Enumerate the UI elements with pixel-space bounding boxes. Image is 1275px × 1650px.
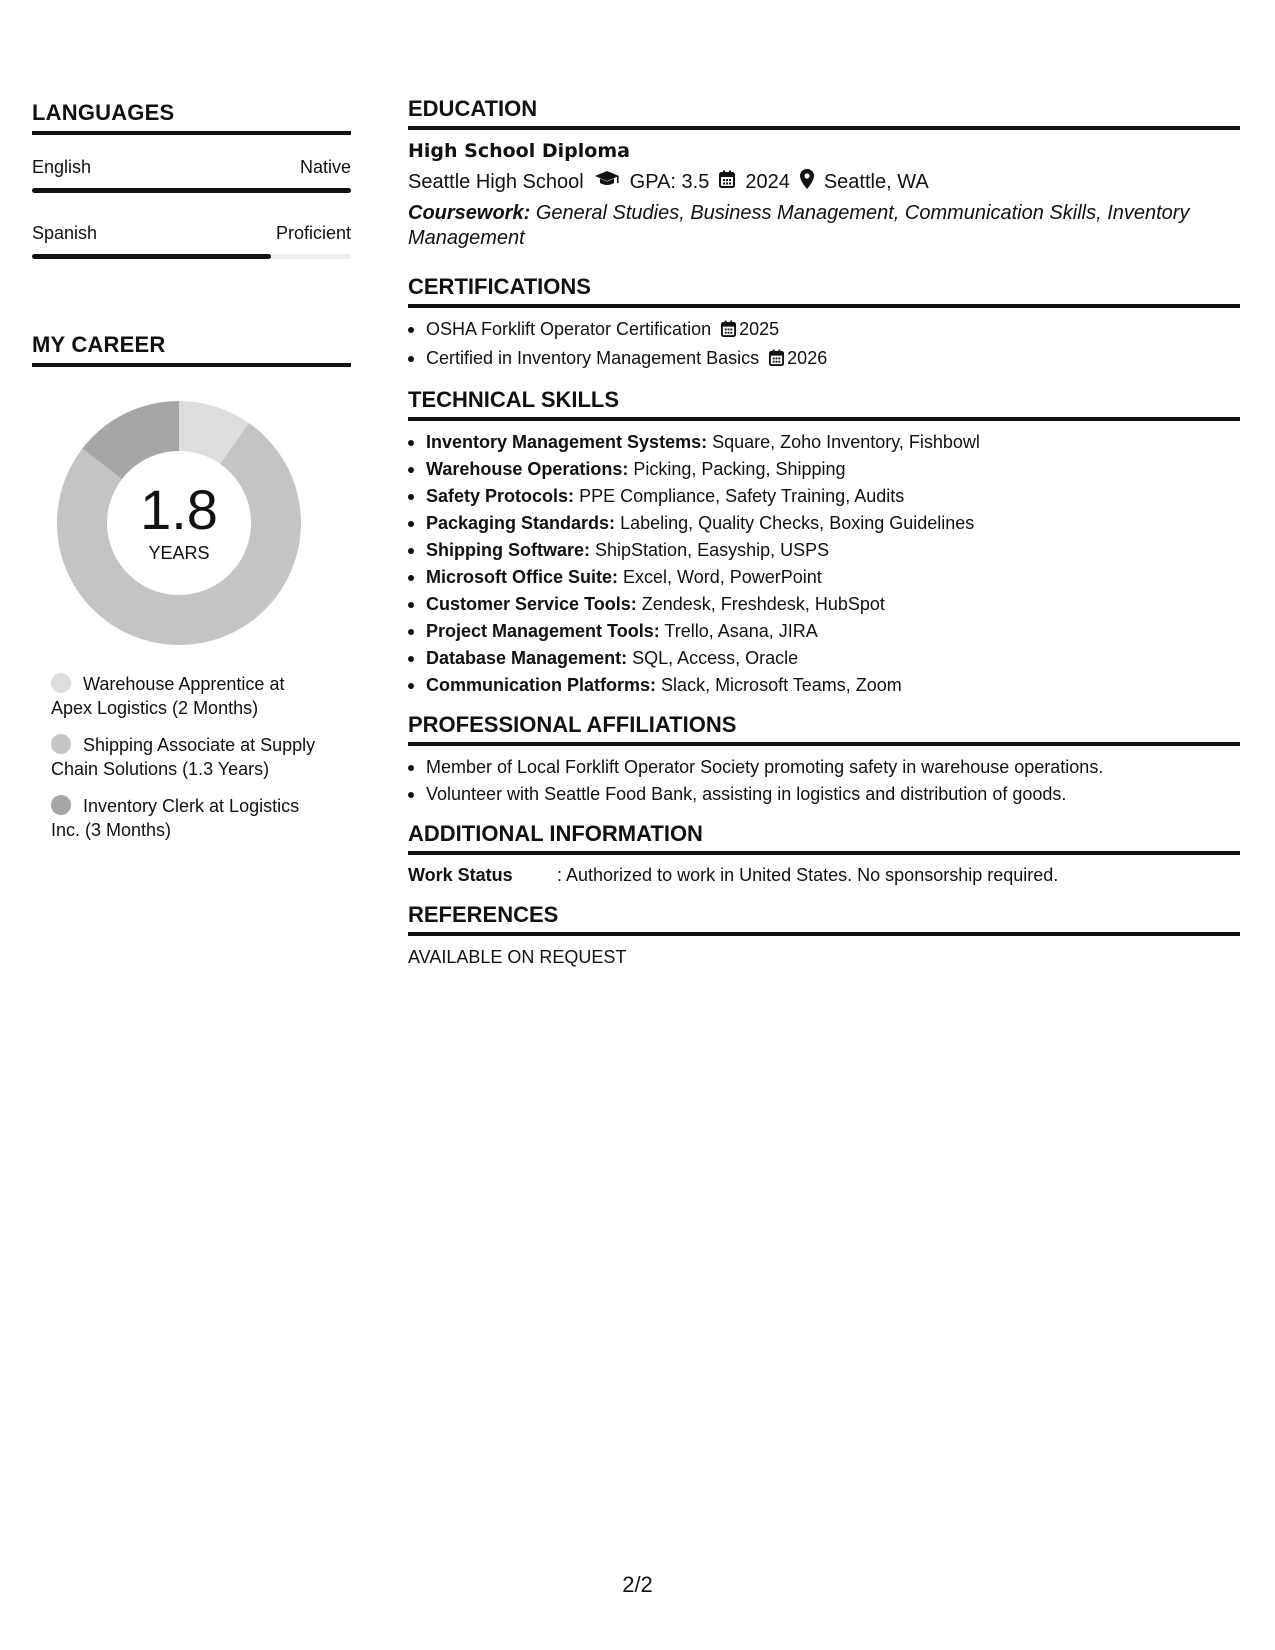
skills-section	[408, 387, 1240, 699]
list-item: Member of Local Forklift Operator Society promoting safety in warehouse operations.	[408, 754, 1240, 781]
section-rule	[408, 932, 1240, 936]
calendar-icon	[769, 347, 784, 374]
career-total-unit: YEARS	[148, 543, 210, 563]
calendar-icon	[721, 318, 736, 345]
skill-label: Shipping Software:	[426, 540, 590, 560]
coursework-label: Coursework:	[408, 202, 531, 224]
language-bar-fill	[32, 254, 271, 259]
donut-center	[56, 400, 302, 646]
list-item	[408, 645, 1240, 672]
education-year: 2024	[745, 170, 790, 193]
list-item	[408, 510, 1240, 537]
skill-label: Packaging Standards:	[426, 513, 616, 533]
language-bar	[32, 254, 351, 259]
work-status-row	[408, 865, 1240, 886]
skill-label: Customer Service Tools:	[426, 594, 637, 614]
affiliations-section	[408, 712, 1240, 808]
skill-label: Communication Platforms:	[426, 675, 657, 695]
certifications-section	[408, 274, 1240, 374]
legend-dot	[51, 734, 71, 754]
skill-value: Picking, Packing, Shipping	[633, 459, 846, 479]
career-section	[32, 332, 351, 842]
skill-label: Warehouse Operations:	[426, 459, 629, 479]
section-rule	[408, 304, 1240, 308]
affiliations-title: PROFESSIONAL AFFILIATIONS	[408, 712, 737, 737]
list-item	[408, 672, 1240, 699]
skills-title: TECHNICAL SKILLS	[408, 387, 620, 412]
section-rule	[408, 126, 1240, 130]
skill-label: Database Management:	[426, 648, 628, 668]
language-bar	[32, 188, 351, 193]
education-section	[408, 96, 1240, 251]
work-status-value: : Authorized to work in United States. No sponsorship required.	[557, 865, 1059, 885]
education-title: EDUCATION	[408, 96, 538, 121]
legend-dot	[51, 673, 71, 693]
section-rule	[32, 363, 351, 367]
section-rule	[408, 742, 1240, 746]
languages-section	[32, 100, 351, 259]
legend-dot	[51, 795, 71, 815]
skill-value: Square, Zoho Inventory, Fishbowl	[712, 432, 980, 452]
education-degree: High School Diploma	[408, 140, 630, 162]
career-legend	[51, 672, 319, 842]
skill-value: Excel, Word, PowerPoint	[623, 567, 822, 587]
language-name: English	[32, 157, 92, 177]
additional-title: ADDITIONAL INFORMATION	[408, 821, 703, 846]
coursework-text: General Studies, Business Management, Communication Skills, Inventory Management	[408, 202, 1190, 249]
additional-section	[408, 821, 1240, 886]
legend-item	[51, 733, 319, 781]
skill-value: ShipStation, Easyship, USPS	[595, 540, 830, 560]
list-item	[408, 316, 1240, 345]
language-item-english	[32, 157, 351, 193]
list-item	[408, 483, 1240, 510]
list-item	[408, 429, 1240, 456]
skills-list	[408, 429, 1240, 699]
references-title: REFERENCES	[408, 902, 559, 927]
left-column	[32, 100, 351, 855]
skill-value: PPE Compliance, Safety Training, Audits	[579, 486, 905, 506]
legend-label: Warehouse Apprentice at Apex Logistics (2 Months)	[51, 674, 285, 718]
list-item	[408, 618, 1240, 645]
education-gpa: GPA: 3.5	[629, 170, 710, 193]
language-level: Native	[299, 157, 351, 177]
references-text: AVAILABLE ON REQUEST	[408, 947, 627, 967]
skill-label: Safety Protocols:	[426, 486, 575, 506]
certifications-list	[408, 316, 1240, 374]
skill-label: Microsoft Office Suite:	[426, 567, 619, 587]
legend-item	[51, 672, 319, 720]
right-column	[408, 96, 1240, 968]
certification-name: Certified in Inventory Management Basics	[426, 348, 760, 368]
skill-value: Labeling, Quality Checks, Boxing Guidelines	[620, 513, 975, 533]
language-item-spanish	[32, 223, 351, 259]
location-pin-icon	[800, 169, 814, 195]
language-bar-fill	[32, 188, 351, 193]
skill-value: Zendesk, Freshdesk, HubSpot	[641, 594, 885, 614]
language-name: Spanish	[32, 223, 98, 243]
work-status-label: Work Status	[408, 865, 513, 885]
certification-year: 2025	[739, 319, 780, 339]
skill-label: Project Management Tools:	[426, 621, 660, 641]
graduation-cap-icon	[594, 170, 620, 194]
certification-name: OSHA Forklift Operator Certification	[426, 319, 712, 339]
skill-value: SQL, Access, Oracle	[632, 648, 799, 668]
education-coursework	[408, 201, 1240, 251]
section-rule	[408, 417, 1240, 421]
career-total-years: 1.8	[140, 478, 218, 541]
skill-value: Trello, Asana, JIRA	[664, 621, 818, 641]
references-section	[408, 902, 1240, 968]
skill-value: Slack, Microsoft Teams, Zoom	[661, 675, 902, 695]
page-number: 2/2	[622, 1572, 653, 1597]
list-item	[408, 591, 1240, 618]
languages-title: LANGUAGES	[32, 100, 175, 125]
calendar-icon	[719, 170, 735, 194]
language-level: Proficient	[275, 223, 351, 243]
career-title: MY CAREER	[32, 332, 166, 357]
list-item	[408, 564, 1240, 591]
legend-label: Shipping Associate at Supply Chain Solutions (1.3 Years)	[51, 735, 316, 779]
list-item	[408, 456, 1240, 483]
career-donut-chart	[56, 400, 302, 646]
education-location: Seattle, WA	[823, 170, 929, 193]
legend-label: Inventory Clerk at Logistics Inc. (3 Months)	[51, 796, 300, 840]
list-item	[408, 537, 1240, 564]
certifications-title: CERTIFICATIONS	[408, 274, 591, 299]
list-item: Volunteer with Seattle Food Bank, assisting in logistics and distribution of goods.	[408, 781, 1240, 808]
section-rule	[32, 131, 351, 135]
list-item	[408, 345, 1240, 374]
education-meta	[408, 169, 1240, 195]
section-rule	[408, 851, 1240, 855]
certification-year: 2026	[787, 348, 828, 368]
affiliations-list	[408, 754, 1240, 808]
skill-label: Inventory Management Systems:	[426, 432, 708, 452]
legend-item	[51, 794, 319, 842]
education-school: Seattle High School	[408, 170, 584, 193]
